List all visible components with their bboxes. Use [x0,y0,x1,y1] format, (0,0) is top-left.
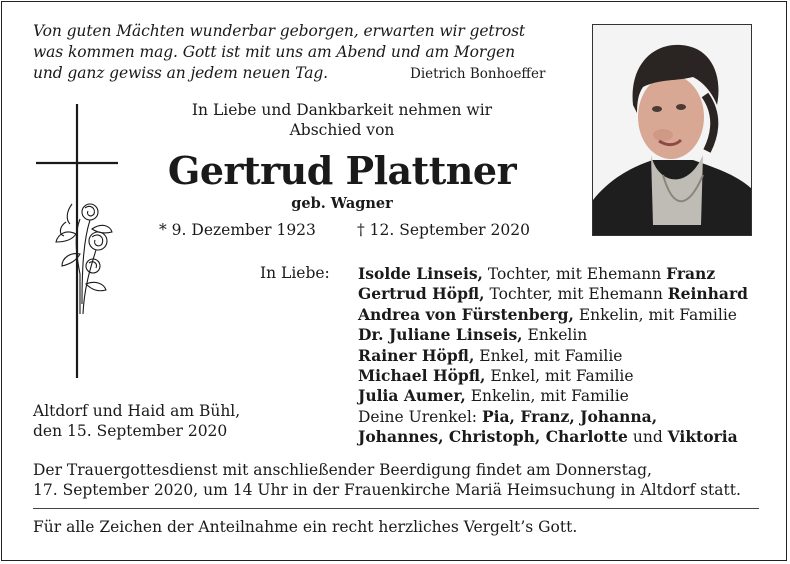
mourner-name: Gertrud Höpfl, [358,284,485,304]
thanks-text: Für alle Zeichen der Anteilnahme ein recht herzliches Vergelt’s Gott. [33,518,578,536]
maiden-name: geb. Wagner [291,195,393,212]
list-item [358,346,748,366]
quote-line-2: was kommen mag. Gott ist mit uns am Abend und am Morgen [33,43,515,61]
great-grandchildren-names: Viktoria [667,427,738,447]
great-grandchildren-names: Pia, Franz, Johanna, [481,406,658,426]
great-grandchildren-line-2 [358,427,748,447]
mourner-name: Isolde Linseis, [358,264,483,283]
intro-line-2: Abschied von [289,121,395,139]
portrait-icon [593,25,752,236]
funeral-service-text [33,460,741,501]
mourner-relation: Enkel, mit Familie [474,346,623,365]
mourner-relation: Tochter, mit Ehemann [482,265,667,283]
list-item [358,386,748,406]
mourner-relation: Enkel, mit Familie [485,367,634,386]
list-item [358,264,748,284]
obituary-notice [1,1,787,561]
great-grandchildren-names: Johannes, Christoph, Charlotte [358,427,628,447]
quote-line-3: und ganz gewiss an jedem neuen Tag. [33,64,329,82]
mourner-name: Dr. Juliane Linseis, [358,325,523,345]
intro-text [152,100,532,140]
list-item [358,284,748,304]
service-line-1: Der Trauergottesdienst mit anschließender Beerdigung findet am Donnerstag, [33,461,652,479]
service-line-2: 17. September 2020, um 14 Uhr in der Frauenkirche Mariä Heimsuchung in Altdorf statt. [33,481,741,500]
list-item [358,305,748,325]
mourner-name: Julia Aumer, [358,386,466,406]
mourner-name: Andrea von Fürstenberg, [358,304,574,324]
mourner-spouse: Reinhard [667,284,748,304]
death-date: † 12. September 2020 [357,221,530,239]
quote-author: Dietrich Bonhoeffer [410,66,546,82]
intro-line-1: In Liebe und Dankbarkeit nehmen wir [191,101,493,119]
place-line: Altdorf und Haid am Bühl, [33,402,241,420]
portrait-photo [592,24,752,236]
great-grandchildren-label: Deine Urenkel: [358,407,482,426]
date-line: den 15. September 2020 [33,422,228,441]
mourner-relation: Enkelin, mit Familie [573,305,737,324]
mourners-label: In Liebe: [260,264,330,282]
mourner-relation: Enkelin, mit Familie [465,387,629,406]
mourners-list [358,264,748,448]
divider [33,508,759,509]
mourner-name: Michael Höpfl, [358,366,486,386]
mourner-relation: Tochter, mit Ehemann [484,285,668,304]
deceased-name: Gertrud Plattner [167,148,517,193]
birth-date: * 9. Dezember 1923 [159,221,316,239]
conjunction: und [627,428,668,447]
great-grandchildren-line-1 [358,407,748,427]
list-item [358,366,748,386]
place-and-date [33,401,240,442]
list-item [358,325,748,345]
mourner-name: Rainer Höpfl, [358,345,475,365]
cross-with-roses-icon [36,104,120,378]
mourner-relation: Enkelin [522,326,588,345]
mourner-spouse: Franz [666,264,716,283]
quote-line-1: Von guten Mächten wunderbar geborgen, erwarten wir getrost [33,22,526,40]
